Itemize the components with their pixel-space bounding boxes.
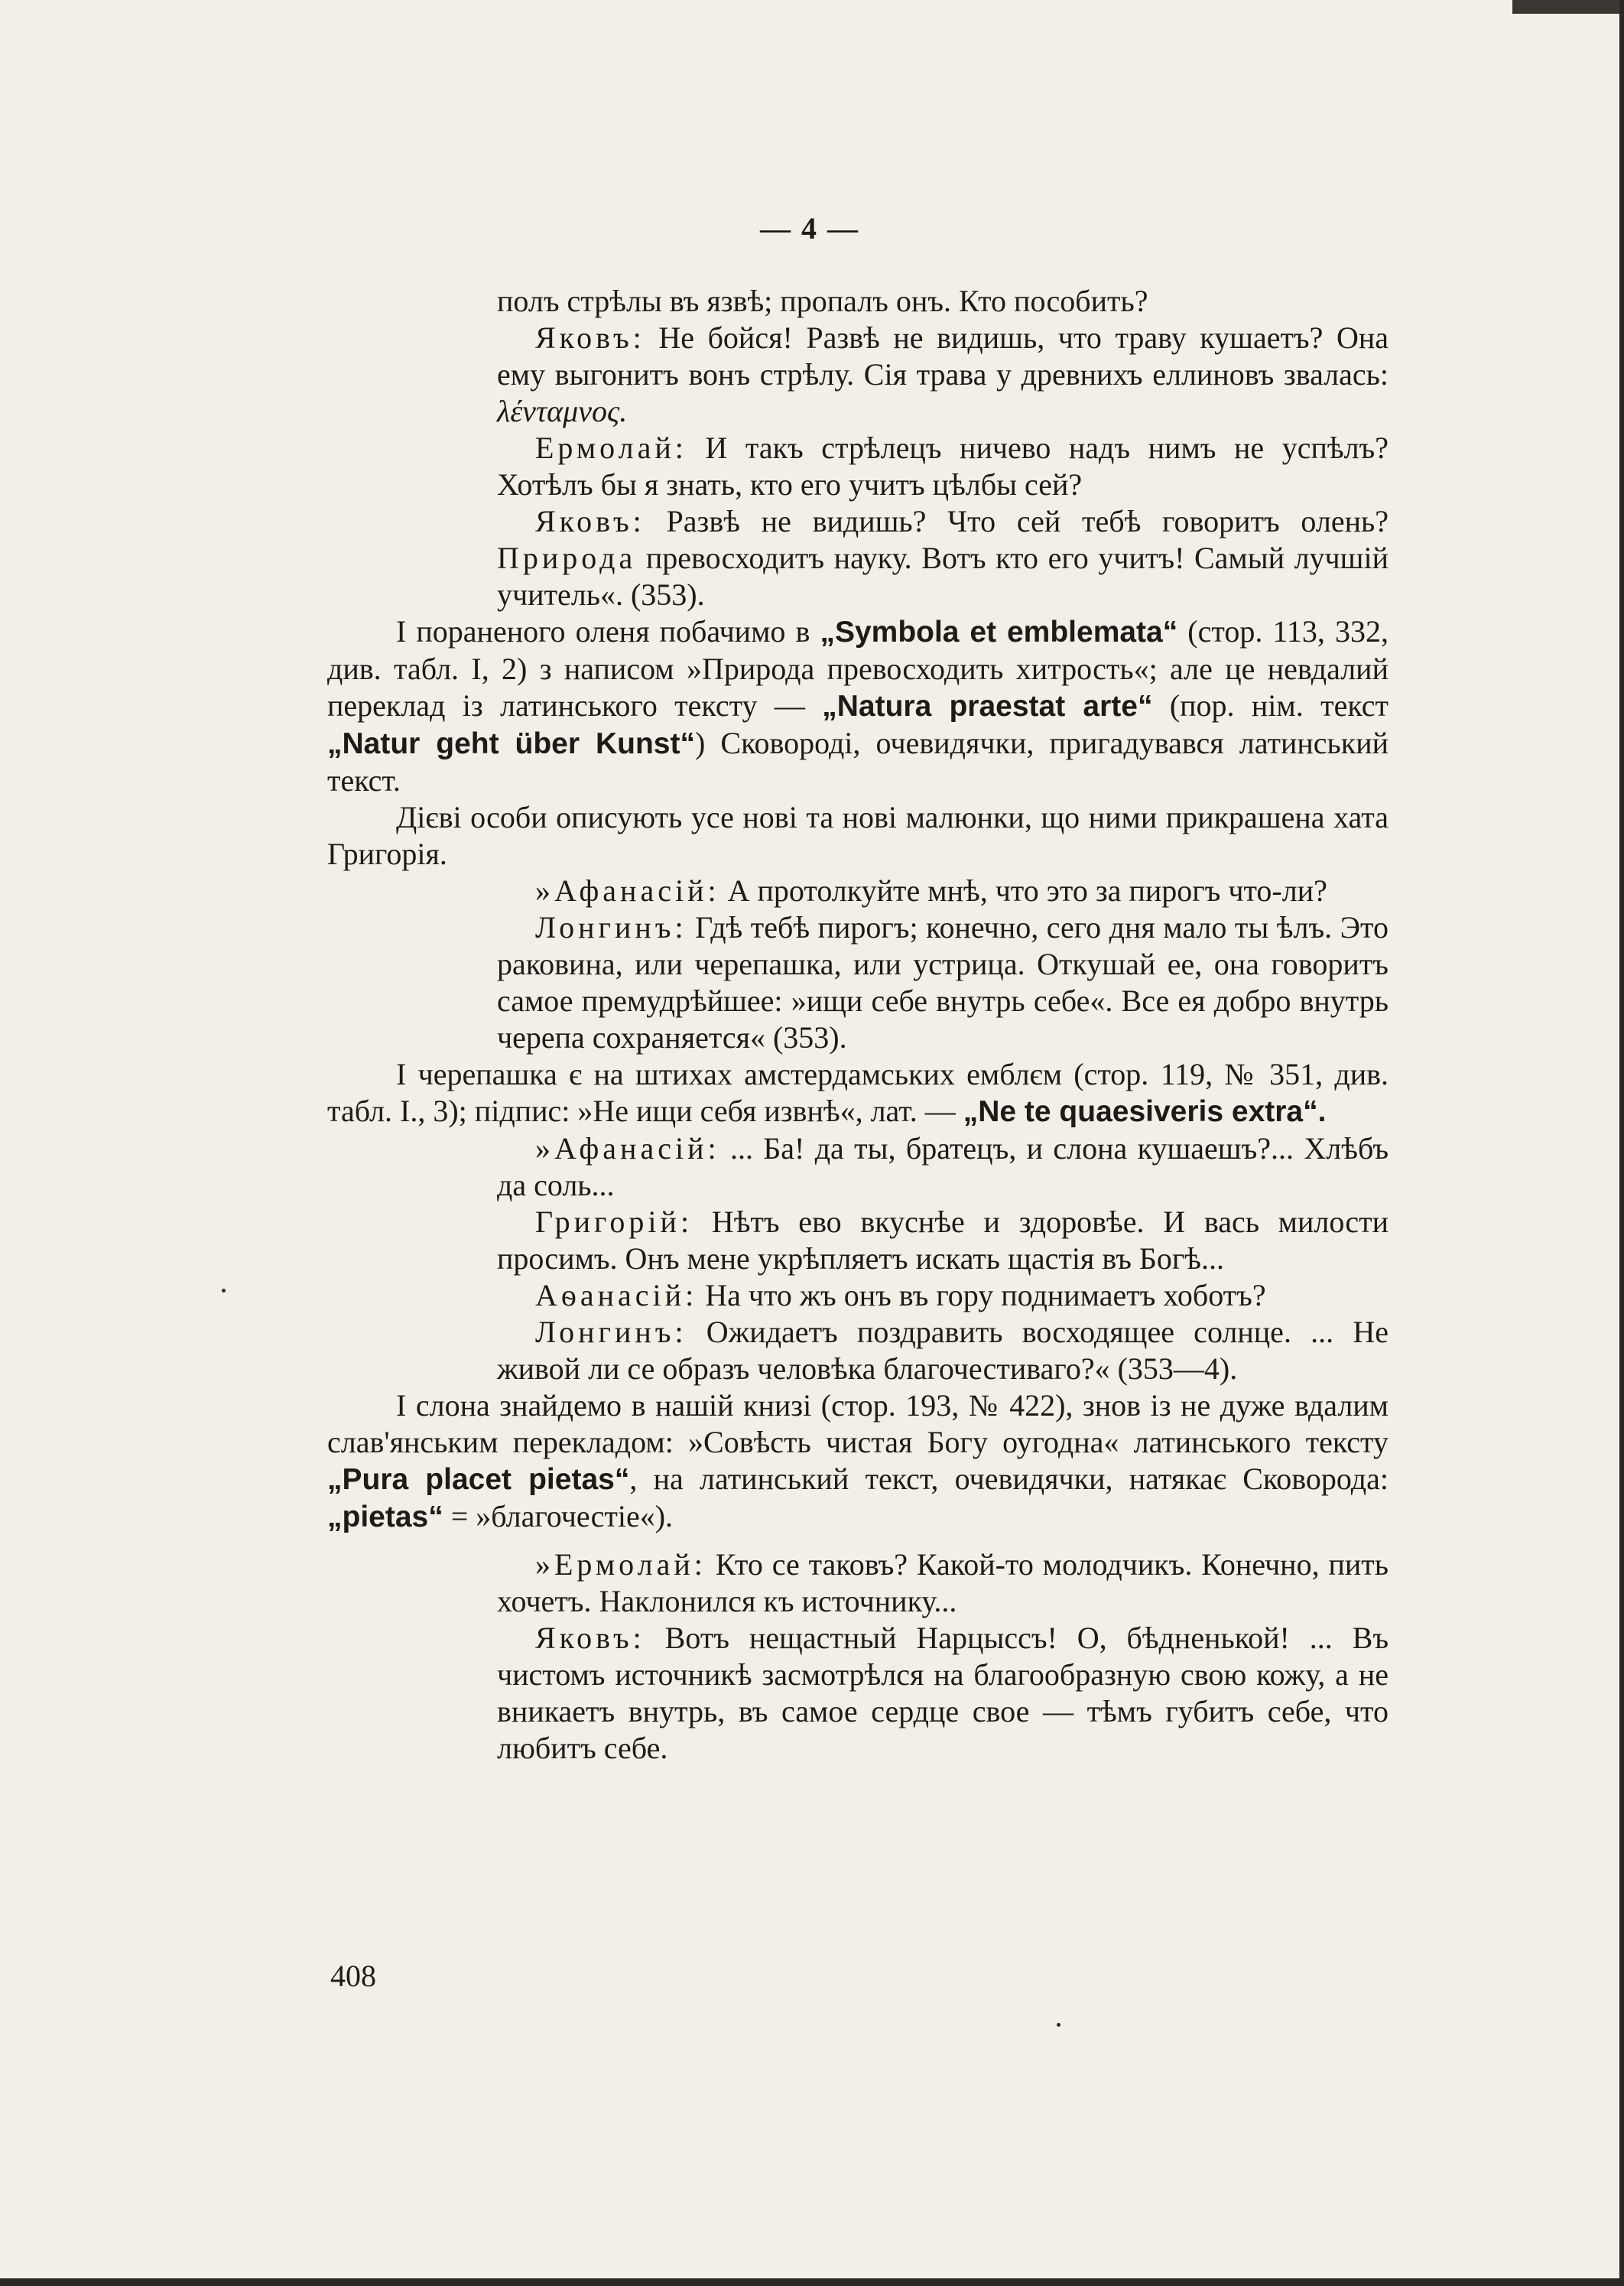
quote-line bbox=[497, 283, 1389, 320]
speaker-name: Ермолай: bbox=[535, 431, 687, 465]
speaker-name: »Ермолай: bbox=[535, 1547, 706, 1582]
spaced-word: Природа bbox=[497, 541, 637, 575]
speaker-name: »Афанасій: bbox=[535, 1131, 720, 1166]
paragraph-text: (пор. нім. текст bbox=[1152, 688, 1389, 723]
greek-word: λένταμνος. bbox=[497, 394, 628, 428]
dialogue-line bbox=[497, 1204, 1389, 1277]
dialogue-line bbox=[497, 430, 1389, 503]
commentary-paragraph bbox=[327, 799, 1389, 873]
dialogue-line bbox=[497, 1314, 1389, 1387]
commentary-paragraph bbox=[327, 613, 1389, 799]
latin-title: „Ne te quaesiveris extra“. bbox=[963, 1095, 1327, 1128]
quote-block-1 bbox=[497, 283, 1389, 613]
body-text bbox=[327, 283, 1389, 1767]
page-number: 408 bbox=[330, 1959, 376, 1993]
paragraph-text: = »благочестіе«). bbox=[443, 1499, 674, 1533]
dialogue-text: А протолкуйте мнѣ, что это за пирогъ что-ли? bbox=[719, 873, 1327, 908]
scan-speck bbox=[222, 1289, 226, 1293]
dialogue-line bbox=[497, 1620, 1389, 1767]
dialogue-line bbox=[497, 873, 1389, 909]
dialogue-text: На что жъ онъ въ гору поднимаетъ хоботъ? bbox=[697, 1278, 1266, 1312]
commentary-paragraph bbox=[327, 1387, 1389, 1536]
dialogue-text: И такъ стрѣлецъ ничево надъ нимъ не успѣлъ? Хотѣлъ бы я знать, кто его учитъ цѣлбы сей? bbox=[497, 431, 1389, 502]
paragraph-text: І пораненого оленя побачимо в bbox=[396, 614, 820, 649]
speaker-name: Лонгинъ: bbox=[535, 1315, 687, 1349]
speaker-name: Аѳанасій: bbox=[535, 1278, 698, 1312]
dialogue-line bbox=[497, 909, 1389, 1056]
dialogue-text: превосходитъ науку. Вотъ кто его учитъ! Самый лучшій учитель«. (353). bbox=[497, 541, 1389, 612]
speaker-name: Яковъ: bbox=[535, 504, 645, 538]
commentary-paragraph bbox=[327, 1056, 1389, 1130]
dialogue-text: Гдѣ тебѣ пирогъ; конечно, сего дня мало ты ѣлъ. Это раковина, или черепашка, или устрица. Откушай ее, она говоритъ самое премудрѣйшее: »ищи себе внутрь себе«. Все ея добро внутрь черепа сохраняется« (353). bbox=[497, 910, 1389, 1055]
paragraph-gap bbox=[327, 1536, 1389, 1546]
dialogue-line bbox=[497, 1546, 1389, 1620]
speaker-name: »Афанасій: bbox=[535, 873, 720, 908]
latin-title: „Natur geht über Kunst“ bbox=[327, 727, 695, 760]
quote-text: полъ стрѣлы въ язвѣ; пропалъ онъ. Кто пособить? bbox=[497, 284, 1148, 318]
dialogue-text: Вотъ нещастный Нарцыссъ! О, бѣдненькой! ... Въ чистомъ источникѣ засмотрѣлся на благообразную свою кожу, а не вникаетъ внутрь, въ самое сердце свое — тѣмъ губитъ себе, что любитъ себе. bbox=[497, 1621, 1389, 1765]
dialogue-text: Развѣ не видишь? Что сей тебѣ говоритъ олень? bbox=[645, 504, 1389, 538]
paragraph-text: (стор. 113, 332, див. табл. І, 2) з написом »Природа превосходить хитрость«; але це невдалий переклад із латинського тексту — bbox=[327, 614, 1389, 723]
speaker-name: Яковъ: bbox=[535, 1621, 645, 1655]
quote-block-3 bbox=[497, 1130, 1389, 1387]
quote-block-4 bbox=[497, 1546, 1389, 1767]
latin-title: „Pura placet pietas“ bbox=[327, 1463, 630, 1496]
dialogue-line bbox=[497, 1277, 1389, 1314]
speaker-name: Яковъ: bbox=[535, 320, 645, 355]
speaker-name: Лонгинъ: bbox=[535, 910, 687, 945]
dialogue-text: Нѣтъ ево вкуснѣе и здоровѣе. И вась милости просимъ. Онъ мене укрѣпляетъ искать щастія въ Богѣ... bbox=[497, 1205, 1389, 1276]
scan-speck bbox=[1057, 2023, 1060, 2027]
dialogue-text: Кто се таковъ? Какой-то молодчикъ. Конечно, пить хочетъ. Наклонился къ источнику... bbox=[497, 1547, 1389, 1618]
dialogue-text: Не бойся! Развѣ не видишь, что траву кушаетъ? Она ему выгонитъ вонъ стрѣлу. Сія трава у древнихъ еллиновъ звалась: bbox=[497, 320, 1389, 392]
dialogue-line bbox=[497, 320, 1389, 430]
paragraph-text: Дієві особи описують усе нові та нові малюнки, що ними прикрашена хата Григорія. bbox=[327, 800, 1389, 871]
dialogue-text: Ожидаетъ поздравить восходящее солнце. ... Не живой ли се образъ человѣка благочестиваго?« (353—4). bbox=[497, 1315, 1389, 1386]
paragraph-text: ) Сковороді, очевидячки, пригадувався латинський текст. bbox=[327, 726, 1389, 798]
scan-edge-shadow bbox=[1512, 0, 1619, 14]
speaker-name: Григорій: bbox=[535, 1205, 693, 1239]
latin-title: „Symbola et emblemata“ bbox=[820, 616, 1178, 649]
paragraph-text: І черепашка є на штихах амстердамських емблєм (стор. 119, № 351, див. табл. І., 3); підпис: »Не ищи себя извнѣ«, лат. — bbox=[327, 1057, 1389, 1128]
dialogue-line bbox=[497, 1130, 1389, 1204]
paragraph-text: , на латинський текст, очевидячки, натякає Сковорода: bbox=[629, 1462, 1389, 1496]
dialogue-line bbox=[497, 503, 1389, 613]
paragraph-text: І слона знайдемо в нашій книзі (стор. 193, № 422), знов із не дуже вдалим слав'янським перекладом: »Совѣсть чистая Богу оугодна« латинського тексту bbox=[327, 1388, 1389, 1459]
quote-block-2 bbox=[497, 873, 1389, 1056]
page-header: — 4 — bbox=[760, 211, 859, 246]
latin-title: „Natura praestat arte“ bbox=[822, 690, 1153, 723]
latin-title: „pietas“ bbox=[327, 1501, 443, 1533]
dialogue-text: ... Ба! да ты, братецъ, и слона кушаешъ?... Хлѣбъ да соль... bbox=[497, 1131, 1389, 1202]
